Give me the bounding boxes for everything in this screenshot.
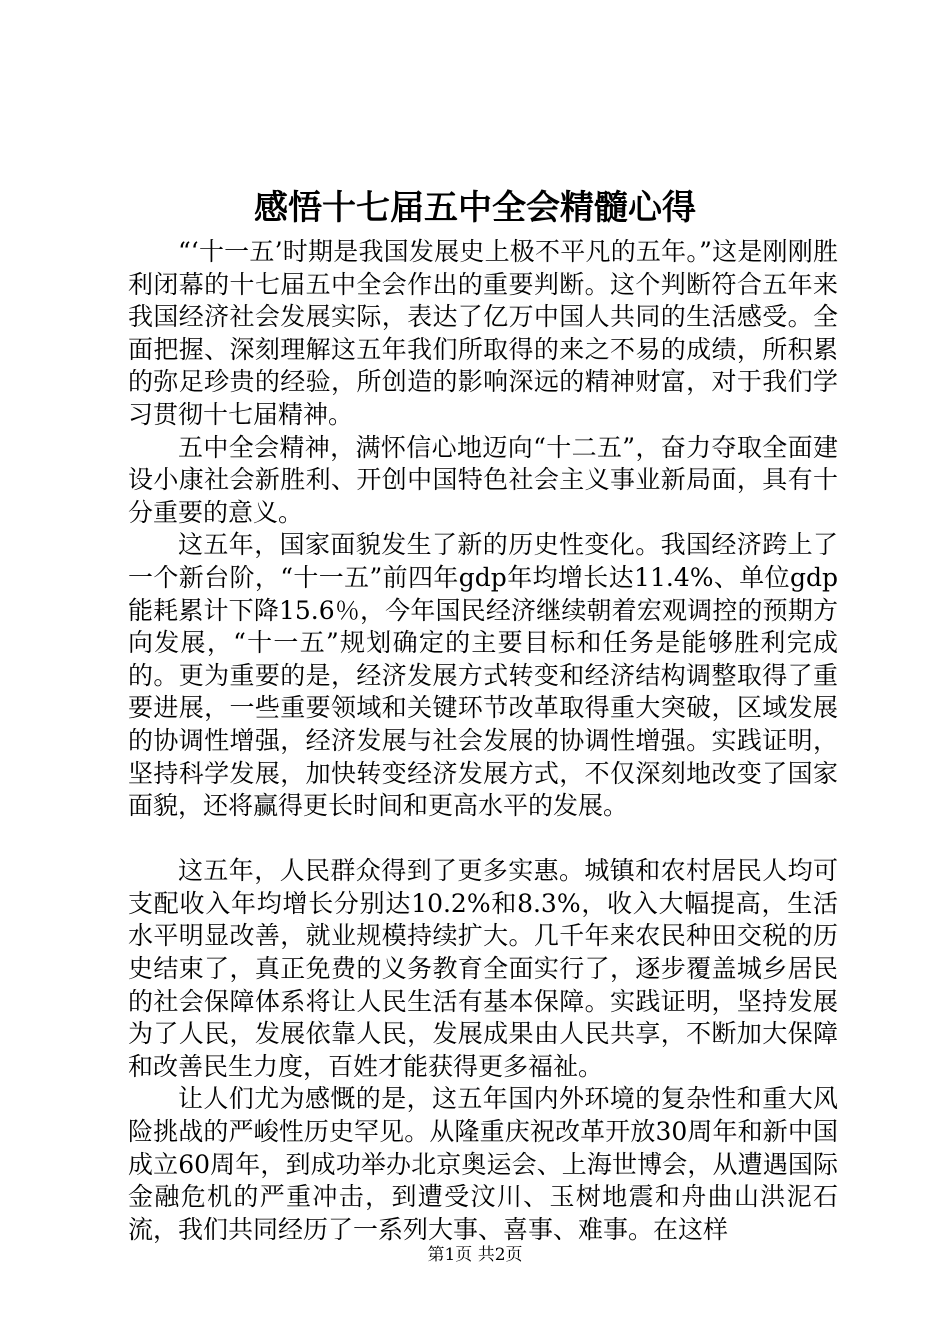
paragraph-5: 让人们尤为感慨的是，这五年国内外环境的复杂性和重大风险挑战的严峻性历史罕见。从隆重庆祝改革开放30周年和新中国成立60周年，到成功举办北京奥运会、上海世博会，从遭遇国际金融危机的严重冲击，到遭受汶川、玉树地震和舟曲山洪泥石流，我们共同经历了一系列大事、喜事、难事。在这样 — [128, 1084, 838, 1244]
paragraph-3: 这五年，国家面貌发生了新的历史性变化。我国经济跨上了一个新台阶，“十一五”前四年gdp年均增长达11.4%、单位gdp能耗累计下降15.6％，今年国民经济继续朝着宏观调控的预期方向发展，“十一五”规划确定的主要目标和任务是能够胜利完成的。更为重要的是，经济发展方式转变和经济结构调整取得了重要进展，一些重要领域和关键环节改革取得重大突破，区域发展的协调性增强，经济发展与社会发展的协调性增强。实践证明，坚持科学发展，加快转变经济发展方式，不仅深刻地改变了国家面貌，还将赢得更长时间和更高水平的发展。 — [128, 530, 838, 821]
document-body — [128, 236, 838, 1246]
page-footer — [0, 1243, 950, 1267]
paragraph-1: “‘十一五’时期是我国发展史上极不平凡的五年。”这是刚刚胜利闭幕的十七届五中全会作出的重要判断。这个判断符合五年来我国经济社会发展实际，表达了亿万中国人共同的生活感受。全面把握、深刻理解这五年我们所取得的来之不易的成绩，所积累的弥足珍贵的经验，所创造的影响深远的精神财富，对于我们学习贯彻十七届精神。 — [128, 237, 838, 429]
paragraph-2: 五中全会精神，满怀信心地迈向“十二五”，奋力夺取全面建设小康社会新胜利、开创中国特色社会主义事业新局面，具有十分重要的意义。 — [128, 432, 838, 527]
document-title: 感悟十七届五中全会精髓心得 — [254, 188, 696, 228]
paragraph-4: 这五年，人民群众得到了更多实惠。城镇和农村居民人均可支配收入年均增长分别达10.2%和8.3%，收入大幅提高，生活水平明显改善，就业规模持续扩大。几千年来农民种田交税的历史结束了，真正免费的义务教育全面实行了，逐步覆盖城乡居民的社会保障体系将让人民生活有基本保障。实践证明，坚持发展为了人民，发展依靠人民，发展成果由人民共享，不断加大保障和改善民生力度，百姓才能获得更多福祉。 — [128, 856, 838, 1081]
page-indicator: 第1页 共2页 — [427, 1245, 523, 1265]
